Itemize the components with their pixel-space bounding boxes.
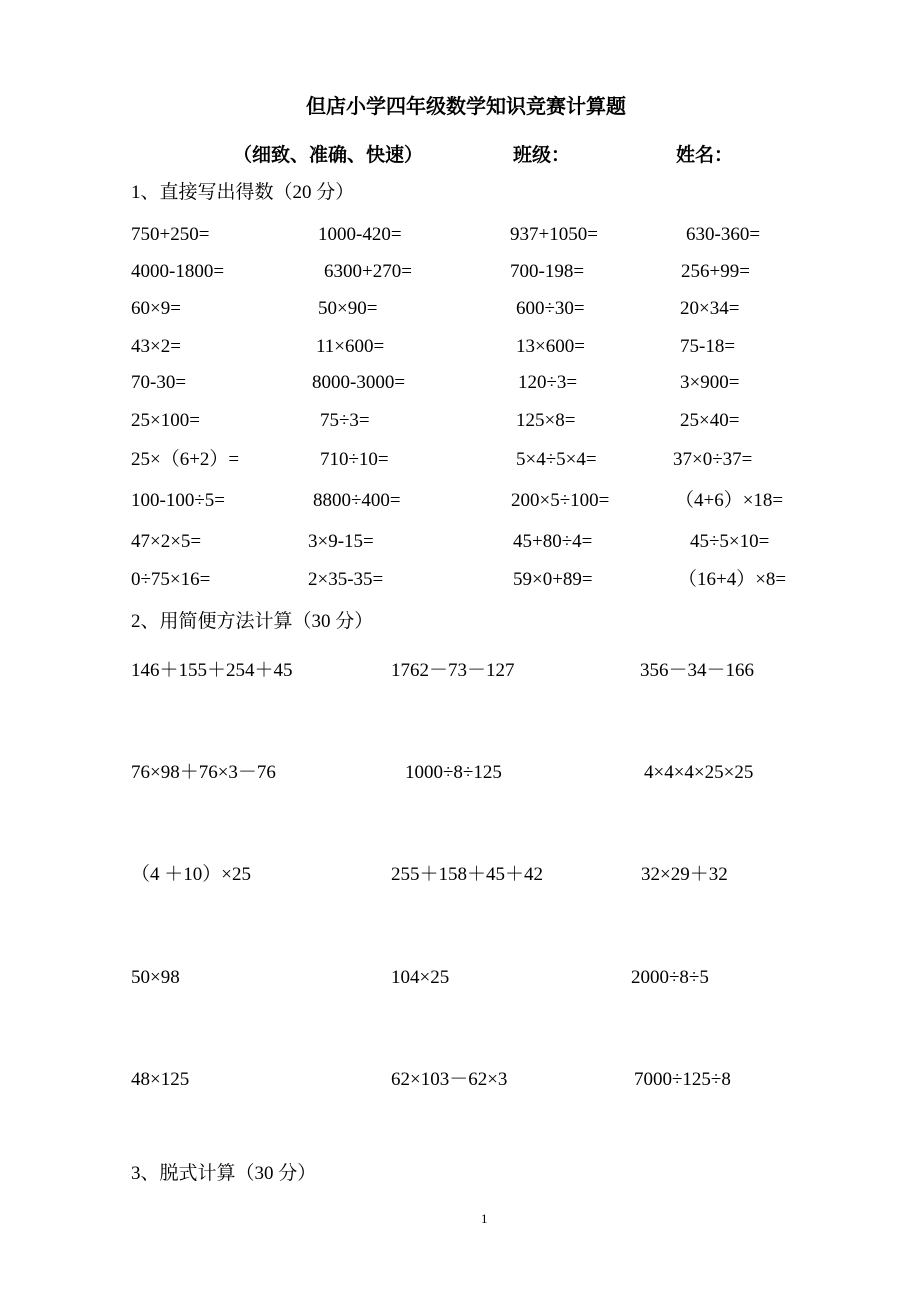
mental-math-problem: 50×90= [318, 298, 378, 319]
mental-math-problem: 630-360= [686, 224, 761, 245]
mental-math-problem: 45÷5×10= [690, 531, 770, 552]
mental-math-problem: 8000-3000= [312, 372, 406, 393]
mental-math-problem: 45+80÷4= [513, 531, 593, 552]
simplify-calc-problem: 50×98 [131, 967, 180, 988]
mental-math-problem: 3×900= [680, 372, 740, 393]
mental-math-problem: 750+250= [131, 224, 210, 245]
mental-math-problem: 70-30= [131, 372, 187, 393]
mental-math-problem: 0÷75×16= [131, 569, 211, 590]
simplify-calc-problem: 7000÷125÷8 [634, 1069, 731, 1090]
mental-math-problem: 43×2= [131, 336, 181, 357]
simplify-calc-problem: 146＋155＋254＋45 [131, 660, 293, 681]
mental-math-problem: 8800÷400= [313, 490, 401, 511]
mental-math-problem: 256+99= [681, 261, 750, 282]
page-number: 1 [481, 1211, 488, 1226]
mental-math-problem: 25×100= [131, 410, 200, 431]
mental-math-problem: 200×5÷100= [511, 490, 610, 511]
subtitle-motto: （细致、准确、快速） [233, 145, 424, 166]
section-2-heading: 2、用简便方法计算（30 分） [131, 611, 374, 632]
simplify-calc-problem: 48×125 [131, 1069, 190, 1090]
mental-math-problem: 37×0÷37= [673, 449, 753, 470]
mental-math-problem: 937+1050= [510, 224, 598, 245]
mental-math-problem: 120÷3= [518, 372, 578, 393]
mental-math-problem: 2×35-35= [308, 569, 384, 590]
simplify-calc-problem: 104×25 [391, 967, 450, 988]
mental-math-problem: 11×600= [316, 336, 385, 357]
simplify-calc-problem: 1000÷8÷125 [405, 762, 502, 783]
mental-math-problem: 6300+270= [324, 261, 412, 282]
mental-math-problem: 3×9-15= [308, 531, 374, 552]
simplify-calc-problem: 76×98＋76×3－76 [131, 762, 276, 783]
mental-math-problem: 13×600= [516, 336, 585, 357]
simplify-calc-problem: 2000÷8÷5 [631, 967, 709, 988]
simplify-calc-problem: 356－34－166 [640, 660, 755, 681]
simplify-calc-problem: 255＋158＋45＋42 [391, 864, 544, 885]
mental-math-problem: 600÷30= [516, 298, 585, 319]
mental-math-problem: 100-100÷5= [131, 490, 225, 511]
mental-math-problem: 5×4÷5×4= [516, 449, 597, 470]
mental-math-problem: 710÷10= [320, 449, 389, 470]
mental-math-problem: 75-18= [680, 336, 736, 357]
mental-math-problem: 59×0+89= [513, 569, 593, 590]
page-title: 但店小学四年级数学知识竞赛计算题 [306, 96, 626, 118]
mental-math-problem: 60×9= [131, 298, 181, 319]
mental-math-problem: （4+6）×18= [675, 490, 784, 511]
mental-math-problem: 4000-1800= [131, 261, 225, 282]
mental-math-problem: 47×2×5= [131, 531, 202, 552]
mental-math-problem: 700-198= [510, 261, 585, 282]
simplify-calc-problem: 1762－73－127 [391, 660, 515, 681]
mental-math-problem: 25×40= [680, 410, 740, 431]
simplify-calc-problem: （4 ＋10）×25 [131, 864, 251, 885]
mental-math-problem: （16+4）×8= [678, 569, 787, 590]
mental-math-problem: 25×（6+2）= [131, 449, 240, 470]
section-1-heading: 1、直接写出得数（20 分） [131, 182, 355, 203]
simplify-calc-problem: 32×29＋32 [641, 864, 728, 885]
mental-math-problem: 1000-420= [318, 224, 402, 245]
simplify-calc-problem: 4×4×4×25×25 [644, 762, 754, 783]
mental-math-problem: 75÷3= [320, 410, 370, 431]
class-label: 班级： [513, 145, 571, 166]
name-label: 姓名： [676, 145, 734, 166]
mental-math-problem: 20×34= [680, 298, 740, 319]
section-3-heading: 3、脱式计算（30 分） [131, 1163, 317, 1184]
simplify-calc-problem: 62×103－62×3 [391, 1069, 508, 1090]
mental-math-problem: 125×8= [516, 410, 576, 431]
